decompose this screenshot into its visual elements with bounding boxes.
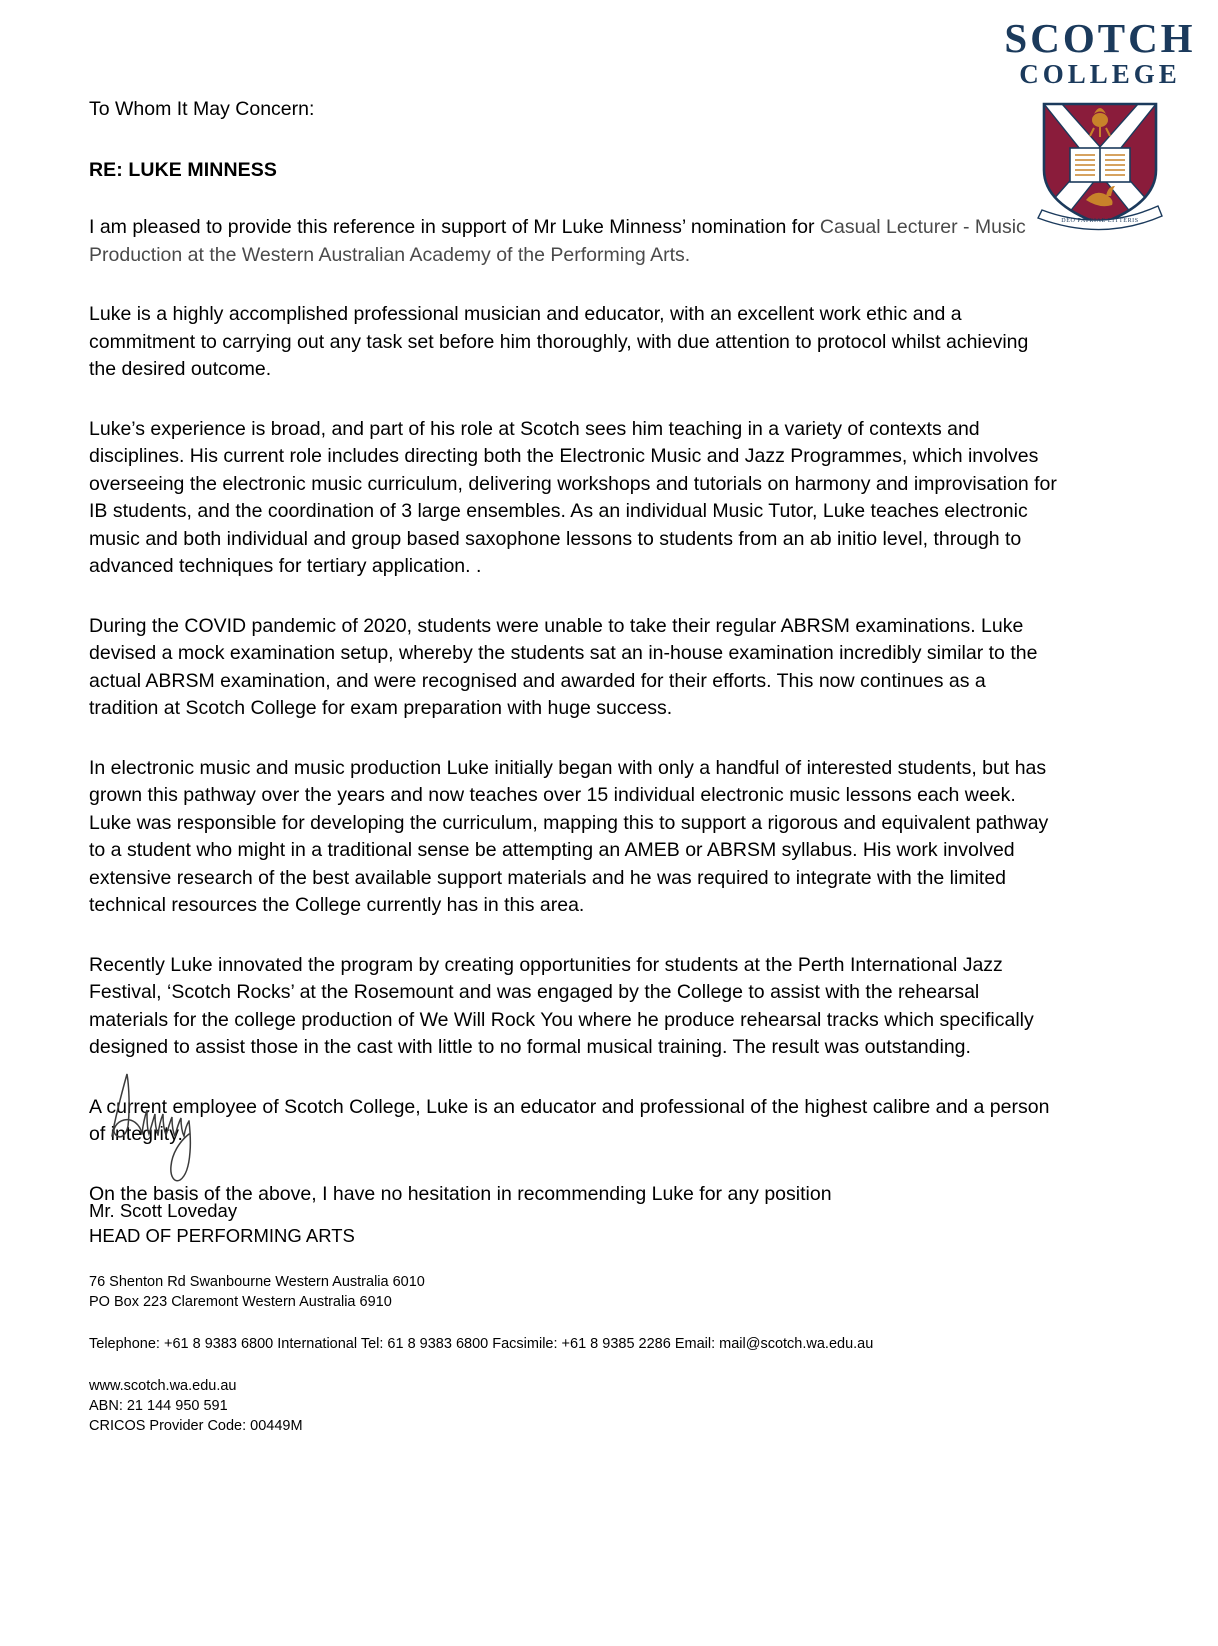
footer-contact-line: Telephone: +61 8 9383 6800 International Tel: 61 8 9383 6800 Facsimile: +61 8 9385 2286 Email: mail@scotch.wa.edu.au <box>89 1336 874 1352</box>
intro-normal-text: I am pleased to provide this reference in support of Mr Luke Minness’ nomination for <box>89 216 820 239</box>
letter-body <box>89 96 1057 1208</box>
handwritten-signature <box>100 1064 280 1184</box>
signature-block <box>89 1198 355 1248</box>
salutation: To Whom It May Concern: <box>89 98 315 120</box>
wordmark-college: COLLEGE <box>1019 59 1181 89</box>
wordmark-scotch: SCOTCH <box>1004 15 1196 61</box>
footer <box>89 1272 1069 1436</box>
intro-paragraph <box>89 214 1057 269</box>
signer-name: Mr. Scott Loveday <box>89 1200 238 1221</box>
footer-abn: ABN: 21 144 950 591 <box>89 1398 228 1414</box>
footer-address-line-1: 76 Shenton Rd Swanbourne Western Australia 6010 <box>89 1274 425 1290</box>
signer-title: HEAD OF PERFORMING ARTS <box>89 1225 355 1246</box>
wordmark <box>1000 15 1200 89</box>
footer-website[interactable]: www.scotch.wa.edu.au <box>89 1378 237 1394</box>
closing-paragraph: On the basis of the above, I have no hesitation in recommending Luke for any position <box>89 1182 832 1205</box>
paragraph-3: During the COVID pandemic of 2020, students were unable to take their regular ABRSM examinations. Luke devised a mock examination setup, whereby the students sat an in-house examination incredibly similar to the actual ABRSM examination, and were recognised and awarded for their efforts. This now continues as a tradition at Scotch College for exam preparation with huge success. <box>89 614 1038 720</box>
footer-address-line-2: PO Box 223 Claremont Western Australia 6910 <box>89 1294 392 1310</box>
paragraph-5: Recently Luke innovated the program by creating opportunities for students at the Perth International Jazz Festival, ‘Scotch Rocks’ at the Rosemount and was engaged by the College to assist with the rehearsal materials for the college production of We Will Rock You where he produce rehearsal tracks which specifically designed to assist those in the cast with little to no formal musical training. The result was outstanding. <box>89 953 1034 1059</box>
footer-address-group <box>89 1272 1069 1312</box>
subject-line: RE: LUKE MINNESS <box>89 159 277 182</box>
footer-legal-group <box>89 1376 1069 1436</box>
paragraph-2: Luke’s experience is broad, and part of his role at Scotch sees him teaching in a variety of contexts and disciplines. His current role includes directing both the Electronic Music and Jazz Programmes, which involves overseeing the electronic music curriculum, delivering workshops and tutorials on harmony and improvisation for IB students, and the coordination of 3 large ensembles. As an individual Music Tutor, Luke teaches electronic music and both individual and group based saxophone lessons to students from an ab initio level, through to advanced techniques for tertiary application. . <box>89 417 1057 578</box>
paragraph-1: Luke is a highly accomplished professional musician and educator, with an excellent work ethic and a commitment to carrying out any task set before him thoroughly, with due attention to protocol whilst achieving the desired outcome. <box>89 303 1029 381</box>
footer-cricos: CRICOS Provider Code: 00449M <box>89 1418 303 1434</box>
svg-text:DEO PATRIAE LITTERIS: DEO PATRIAE LITTERIS <box>1061 218 1139 224</box>
paragraph-4: In electronic music and music production Luke initially began with only a handful of interested students, but has grown this pathway over the years and now teaches over 15 individual electronic music lessons each week. Luke was responsible for developing the curriculum, mapping this to support a rigorous and equivalent pathway to a student who might in a traditional sense be attempting an AMEB or ABRSM syllabus. His work involved extensive research of the best available support materials and he was required to integrate with the limited technical resources the College currently has in this area. <box>89 756 1049 917</box>
intro-role-text: Casual Lecturer - Music Production at the Western Australian Academy of the Performing Arts. <box>89 216 1026 266</box>
footer-contact-group <box>89 1334 1069 1354</box>
paragraph-6: A current employee of Scotch College, Luke is an educator and professional of the highest calibre and a person of integrity. <box>89 1095 1050 1146</box>
